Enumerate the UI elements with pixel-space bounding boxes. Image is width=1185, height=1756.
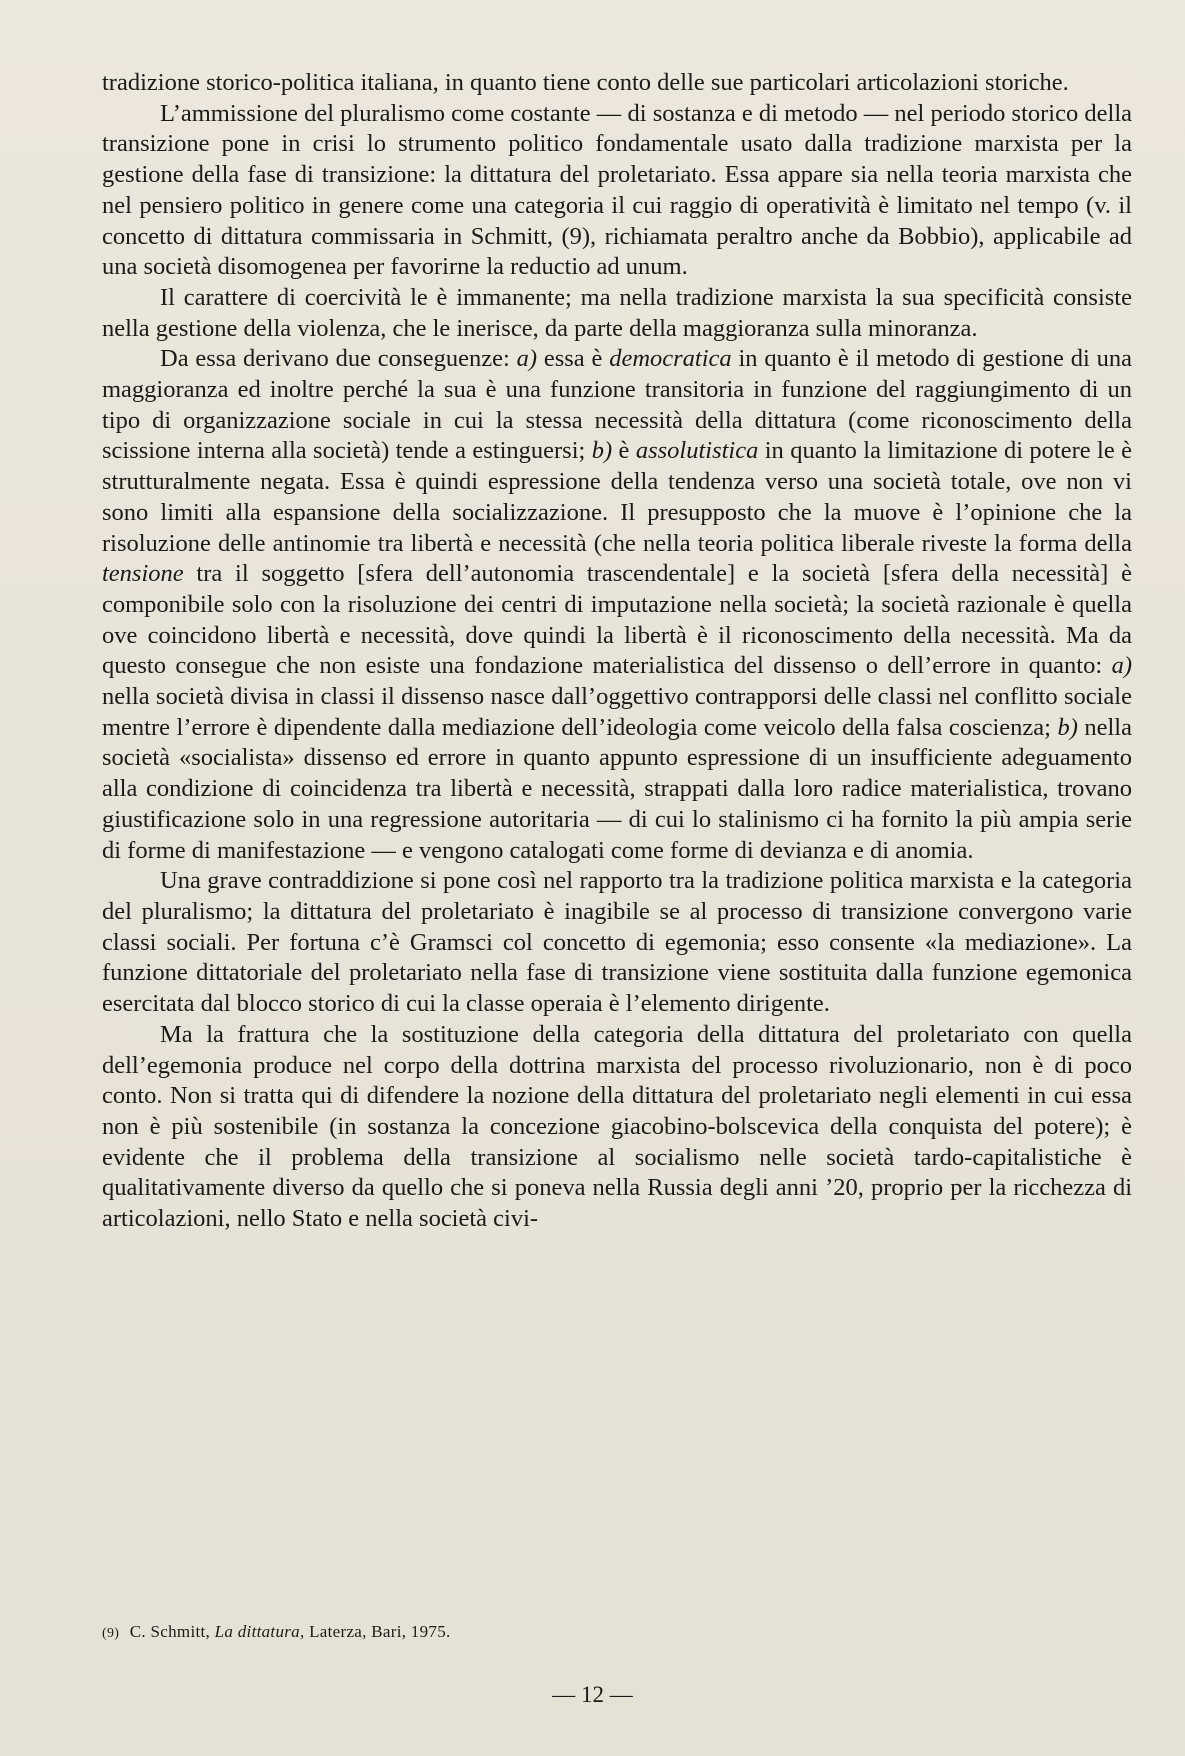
italic-marker-b: b) [591,437,613,465]
footnote-publisher: Laterza, Bari, 1975. [309,1622,451,1641]
footnote-author: C. Schmitt, [129,1622,211,1641]
text-run: nella società «socialista» dissenso ed errore in quanto appunto espressione di un insufficiente adeguamento alla condizione di coincidenza tra libertà e necessità, strappati dalla loro radice materialistica, trovano giustificazione solo in una regressione autoritaria — di cui lo stalinismo ci ha fornito la più ampia serie di forme di manifestazione — e vengono catalogati come forme di devianza e di anomia. [102,713,1132,864]
text-run: in quanto è il metodo di gestione di una maggioranza ed inoltre perché la sua è una funzione transitoria in funzione del raggiungimento di un tipo di organizzazione sociale in cui la stessa necessità della dittatura (come riconoscimento della scissione interna alla società) tende a estinguersi; [102,345,1132,465]
italic-marker-a: a) [516,345,538,373]
footnote-mark: (9) [102,1626,120,1641]
italic-term-assolutistica: assolutistica [635,437,759,465]
italic-marker-a-2: a) [1111,652,1132,680]
paragraph-3: Il carattere di coercività le è immanente; ma nella tradizione marxista la sua specificità consiste nella gestione della violenza, che le inerisce, da parte della maggioranza sulla minoranza. [102,283,1132,342]
text-run: in quanto la limitazione di potere le è strutturalmente negata. Essa è quindi espressione della tendenza verso una società totale, ove non vi sono limiti alla espansione della socializzazione. Il presupposto che la muove è l’opinione che la risoluzione delle antinomie tra libertà e necessità (che nella teoria politica liberale riveste la forma della [102,437,1133,557]
footnote [102,1622,451,1642]
text-run: nella società divisa in classi il dissenso nasce dall’oggettivo contrapporsi delle classi nel conflitto sociale mentre l’errore è dipendente dalla mediazione dell’ideologia come veicolo della falsa coscienza; [102,683,1132,741]
text-run: è [612,437,636,465]
text-run: tra il soggetto [sfera dell’autonomia trascendentale] e la società [sfera della necessità] è componibile solo con la risoluzione dei centri di imputazione nella società; la società razionale è quella ove coincidono libertà e necessità, dove quindi la libertà è il riconoscimento della necessità. Ma da questo consegue che non esiste una fondazione materialistica del dissenso o dell’errore in quanto: [102,560,1132,680]
footnote-title: La dittatura, [214,1622,305,1641]
paragraph-6: Ma la frattura che la sostituzione della categoria della dittatura del proletariato con quella dell’egemonia produce nel corpo della dottrina marxista del processo rivoluzionario, non è di poco conto. Non si tratta qui di difendere la nozione della dittatura del proletariato negli elementi in cui essa non è più sostenibile (in sostanza la concezione giacobino-bolscevica della conquista del potere); è evidente che il problema della transizione al socialismo nelle società tardo-capitalistiche è qualitativamente diverso da quello che si poneva nella Russia degli anni ’20, proprio per la ricchezza di articolazioni, nello Stato e nella società civi- [102,1020,1132,1233]
text-run: Da essa derivano due conseguenze: [160,345,517,373]
italic-term-democratica: democratica [609,345,732,373]
paragraph-1: tradizione storico-politica italiana, in quanto tiene conto delle sue particolari articolazioni storiche. [102,69,1069,96]
paragraph-5: Una grave contraddizione si pone così nel rapporto tra la tradizione politica marxista e la categoria del pluralismo; la dittatura del proletariato è inagibile se al processo di transizione convergono varie classi sociali. Per fortuna c’è Gramsci col concetto di egemonia; esso consente «la mediazione». La funzione dittatoriale del proletariato nella fase di transizione viene sostituita dalla funzione egemonica esercitata dal blocco storico di cui la classe operaia è l’elemento dirigente. [102,867,1132,1018]
italic-marker-b-2: b) [1057,713,1078,741]
paragraph-2: L’ammissione del pluralismo come costante — di sostanza e di metodo — nel periodo storico della transizione pone in crisi lo strumento politico fondamentale usato dalla tradizione marxista per la gestione della fase di transizione: la dittatura del proletariato. Essa appare sia nella teoria marxista che nel pensiero politico in genere come una categoria il cui raggio di operatività è limitato nel tempo (v. il concetto di dittatura commissaria in Schmitt, (9), richiamata peraltro anche da Bobbio), applicabile ad una società disomogenea per favorirne la reductio ad unum. [102,99,1132,281]
paragraph-4 [102,344,1132,866]
italic-term-tensione: tensione [102,560,184,588]
text-run: essa è [537,345,610,373]
body-text [102,68,1132,1235]
page-number: — 12 — [552,1682,633,1707]
